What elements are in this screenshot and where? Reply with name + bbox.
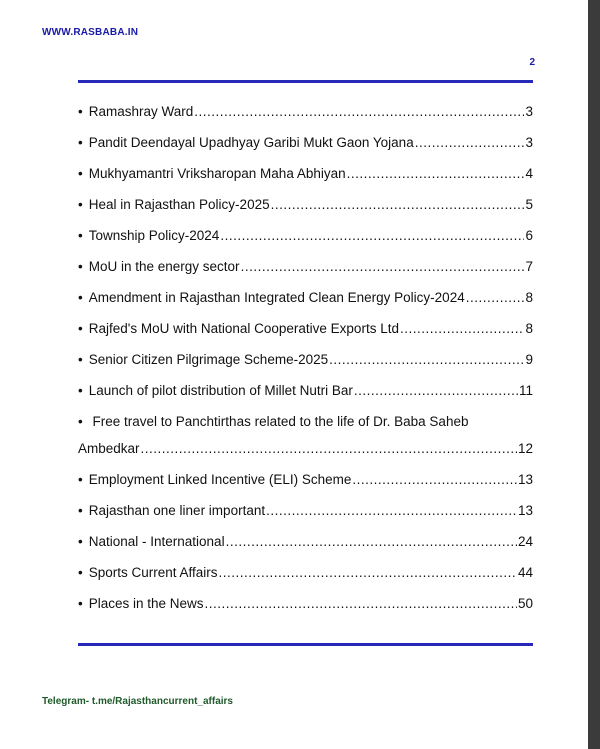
toc-entry-pilgrimage-scheme[interactable]: • Senior Citizen Pilgrimage Scheme-2025 ..... 9	[78, 351, 533, 382]
dot-leader	[241, 258, 525, 276]
bullet-icon: •	[78, 104, 83, 119]
bullet-icon: •	[78, 321, 83, 336]
dot-leader	[226, 533, 517, 551]
dot-leader	[415, 134, 525, 152]
dot-leader	[205, 595, 517, 613]
site-url-link[interactable]: WWW.RASBABA.IN	[42, 27, 139, 38]
toc-entry-garibi-mukt-gaon[interactable]: • Pandit Deendayal Upadhyay Garibi Mukt Gaon Yojana ..... 3	[78, 134, 533, 165]
table-of-contents	[78, 103, 533, 626]
dot-leader	[271, 196, 525, 214]
bullet-icon: •	[78, 259, 83, 274]
bottom-divider	[78, 643, 533, 646]
toc-entry-eli-scheme[interactable]: • Employment Linked Incentive (ELI) Scheme ..... 13	[78, 471, 533, 502]
bullet-icon: •	[78, 503, 83, 518]
bullet-icon: •	[78, 534, 83, 549]
toc-entry-panchtirthas-travel[interactable]: • Free travel to Panchtirthas related to the life of Dr. Baba Saheb Ambedkar ..... 12	[78, 413, 533, 471]
toc-entry-energy-mou[interactable]: • MoU in the energy sector ..... 7	[78, 258, 533, 289]
dot-leader	[352, 471, 517, 489]
toc-entry-places-in-news[interactable]: • Places in the News ..... 50	[78, 595, 533, 626]
toc-entry-national-international[interactable]: • National - International ..... 24	[78, 533, 533, 564]
bullet-icon: •	[78, 135, 83, 150]
bullet-icon: •	[78, 383, 83, 398]
bullet-icon: •	[78, 166, 83, 181]
toc-entry-vriksharopan[interactable]: • Mukhyamantri Vriksharopan Maha Abhiyan ..... 4	[78, 165, 533, 196]
bullet-icon: •	[78, 596, 83, 611]
toc-entry-clean-energy-amendment[interactable]: • Amendment in Rajasthan Integrated Clean Energy Policy-2024 ..... 8	[78, 289, 533, 320]
dot-leader	[329, 351, 524, 369]
dot-leader	[141, 440, 517, 458]
dot-leader	[354, 382, 518, 400]
top-divider	[78, 80, 533, 83]
bullet-icon: •	[78, 414, 83, 429]
dot-leader	[219, 564, 517, 582]
toc-entry-rajfed-mou[interactable]: • Rajfed's MoU with National Cooperative Exports Ltd ..... 8	[78, 320, 533, 351]
toc-entry-sports[interactable]: • Sports Current Affairs ..... 44	[78, 564, 533, 595]
toc-entry-rajasthan-one-liner[interactable]: • Rajasthan one liner important ..... 13	[78, 502, 533, 533]
bullet-icon: •	[78, 228, 83, 243]
dot-leader	[347, 165, 525, 183]
bullet-icon: •	[78, 290, 83, 305]
toc-entry-heal-policy[interactable]: • Heal in Rajasthan Policy-2025 ..... 5	[78, 196, 533, 227]
viewer-edge-strip	[588, 0, 600, 749]
bullet-icon: •	[78, 352, 83, 367]
dot-leader	[266, 502, 517, 520]
bullet-icon: •	[78, 197, 83, 212]
telegram-link[interactable]: Telegram- t.me/Rajasthancurrent_affairs	[42, 696, 233, 707]
page-number: 2	[529, 57, 535, 68]
dot-leader	[466, 289, 525, 307]
dot-leader	[194, 103, 524, 121]
dot-leader	[400, 320, 525, 338]
toc-entry-ramashray-ward[interactable]: • Ramashray Ward ..... 3	[78, 103, 533, 134]
toc-entry-township-policy[interactable]: • Township Policy-2024 ..... 6	[78, 227, 533, 258]
toc-entry-millet-nutri-bar[interactable]: • Launch of pilot distribution of Millet Nutri Bar ..... 11	[78, 382, 533, 413]
bullet-icon: •	[78, 565, 83, 580]
dot-leader	[220, 227, 524, 245]
bullet-icon: •	[78, 472, 83, 487]
